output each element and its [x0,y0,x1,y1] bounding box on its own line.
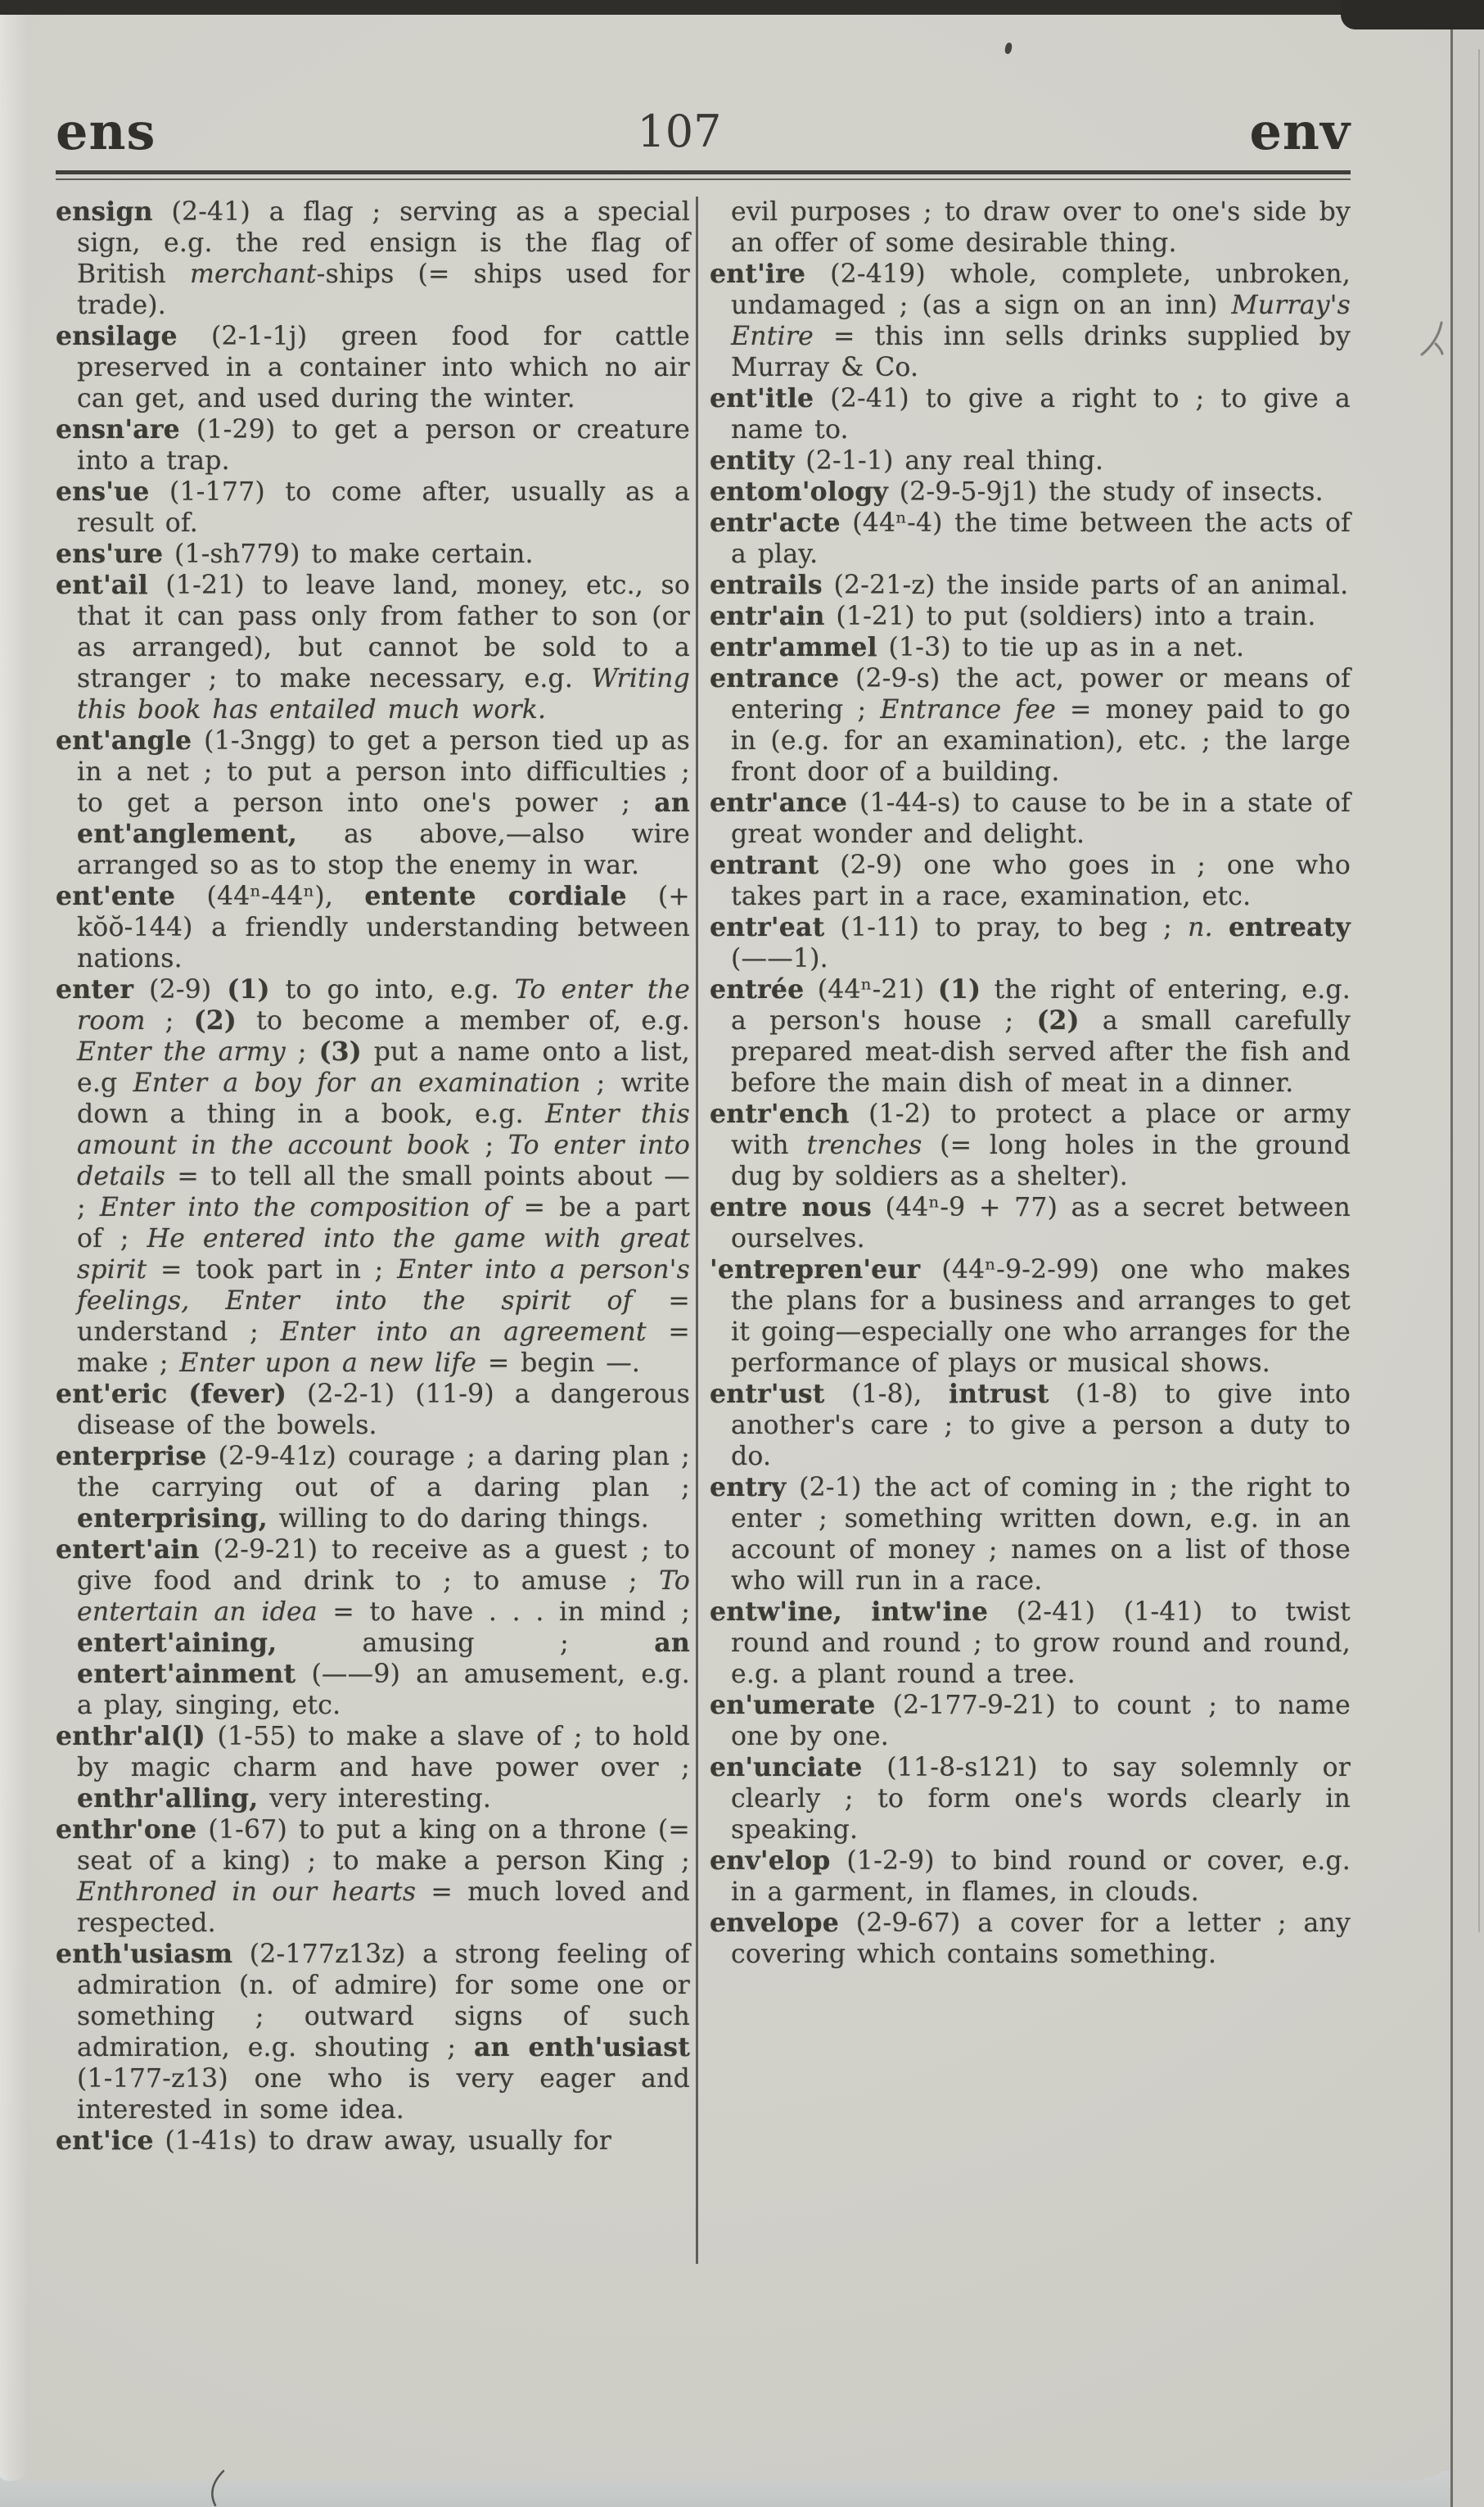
headword-or-bold-text: entr'acte [710,508,841,538]
definition-text: (44ⁿ-9 + 77) as a secret between ourselves. [731,1193,1351,1254]
dictionary-entry [710,1845,1351,1908]
page-curl-mark [1419,319,1446,359]
headword-or-bold-text: ent'angle [56,725,192,756]
definition-text: (2-177-9-21) to count ; to name one by one. [731,1691,1351,1751]
dictionary-entry [710,1472,1351,1597]
definition-text: (44ⁿ-44ⁿ), [175,882,365,911]
dictionary-entry [710,632,1351,663]
example-italic-text: Enter a boy for an examination [133,1068,581,1098]
definition-text: = much loved and respected. [77,1877,690,1938]
definition-text: to become a member of, e.g. [237,1006,690,1036]
headword-or-bold-text: entrance [710,663,840,693]
definition-text: willing to do daring things. [267,1504,649,1534]
definition-text: (2-2-1) (11-9) a dangerous disease of the bowels. [77,1380,690,1440]
example-italic-text: Entrance fee [880,695,1056,725]
definition-text: (1-3ngg) to get a person tied up as in a net ; to put a person into difficulties ; to get a person into one's power ; [77,726,690,818]
definition-text: (1-21) to put (soldiers) into a train. [824,602,1316,631]
definition-text: (2-9-s) the act, power or means of entering ; [731,664,1351,725]
next-page-edge [1450,0,1484,2507]
dictionary-entry [710,1908,1351,1970]
definition-text: (1-44-s) to cause to be in a state of great wonder and delight. [731,788,1351,849]
dictionary-entry [56,881,690,974]
headword-or-bold-text: (1) [937,974,981,1005]
dictionary-entry [710,445,1351,477]
headword-or-bold-text: enthr'alling, [77,1783,259,1814]
definition-text: = understand ; [77,1286,690,1347]
dictionary-entry [56,1814,690,1939]
definition-text: (1-8), [824,1380,949,1409]
headword-or-bold-text: entre nous [710,1192,872,1222]
headword-or-bold-text: entreaty [1229,912,1351,942]
definition-text: evil purposes ; to draw over to one's side by an offer of some desirable thing. [731,197,1351,258]
definition-text: (1-55) to make a slave of ; to hold by magic charm and have power over ; [77,1722,690,1782]
definition-text: (1-177) to come after, usually as a result of. [77,477,690,538]
headword-or-bold-text: ensign [56,196,153,227]
headword-or-bold-text: enthr'one [56,1814,197,1845]
definition-text: very interesting. [258,1784,492,1814]
definition-text: (2-1-1j) green food for cattle preserved in a container into which no air can get, and used during the winter. [77,322,690,413]
definition-text: (1-2-9) to bind round or cover, e.g. in a garment, in flames, in clouds. [731,1846,1351,1907]
dictionary-entry [710,508,1351,570]
definition-text: (——9) an amusement, e.g. a play, singing, etc. [77,1660,690,1720]
definition-text: (= long holes in the ground dug by soldiers as a shelter). [731,1131,1351,1191]
page-number: 107 [637,106,722,157]
dictionary-entry [56,539,690,570]
definition-text: (1-2) to protect a place or army with [731,1100,1351,1160]
headword-or-bold-text: ens'ure [56,539,164,569]
definition-text: (44ⁿ-4) the time between the acts of a play. [731,508,1351,569]
headword-or-bold-text: ent'ice [56,2125,154,2156]
example-italic-text: Enter into the composition of [99,1193,510,1222]
dictionary-entry [710,1099,1351,1192]
headword-or-bold-text: an enth'usiast [474,2032,690,2062]
example-italic-text: To entertain an idea [77,1566,690,1627]
headword-or-bold-text: entr'ust [710,1379,825,1409]
definition-text: (2-9-21) to receive as a guest ; to give food and drink to ; to amuse ; [77,1535,690,1596]
definition-text: ; write down a thing in a book, e.g. [77,1068,690,1129]
headword-or-bold-text: ens'ue [56,477,150,507]
headword-or-bold-text: entert'ain [56,1534,200,1565]
page-header [56,102,1351,165]
dictionary-entry [56,974,690,1379]
dictionary-entry [710,850,1351,912]
text-block [56,196,1351,2264]
definition-text: (11-8-s121) to say solemnly or clearly ; to form one's words clearly in speaking. [731,1753,1351,1845]
dictionary-entry [710,1379,1351,1472]
headword-or-bold-text: en'umerate [710,1690,876,1720]
dictionary-entry [710,1752,1351,1845]
dictionary-entry [710,1254,1351,1379]
definition-text: (2-9-67) a cover for a letter ; any covering which contains something. [731,1908,1351,1969]
headword-or-bold-text: an entert'ainment [77,1628,690,1689]
headword-or-bold-text: envelope [710,1908,839,1938]
headword-or-bold-text: env'elop [710,1845,831,1876]
example-italic-text: n. [1188,913,1213,942]
dictionary-entry [710,663,1351,788]
definition-text: to go into, e.g. [269,975,515,1005]
definition-text: (2-21-z) the inside parts of an animal. [822,571,1349,600]
example-italic-text: He entered into the game with great spirit [77,1224,690,1285]
definition-text: the right of entering, e.g. a person's house ; [731,975,1351,1036]
dictionary-entry [56,1721,690,1814]
definition-text: (2-177z13z) a strong feeling of admiration (n. of admire) for some one or something ; outward signs of such admiration, e.g. shouting ; [77,1940,690,2062]
definition-text: (2-41) to give a right to ; to give a name to. [731,384,1351,445]
headword-or-bold-text: enter [56,974,134,1005]
headword-or-bold-text: ent'eric (fever) [56,1379,287,1409]
headword-or-bold-text: enth'usiasm [56,1939,233,1969]
headword-or-bold-text: (1) [227,974,270,1005]
headword-or-bold-text: ensn'are [56,414,180,445]
headword-or-bold-text: entw'ine, intw'ine [710,1597,989,1627]
dictionary-entry [56,570,690,725]
headword-or-bold-text: (3) [318,1037,362,1067]
photo-top-edge [0,0,1484,15]
definition-text: (2-41) a flag ; serving as a special sign, e.g. the red ensign is the flag of British [77,197,690,289]
headword-or-bold-text: (2) [193,1005,237,1036]
dictionary-entry [710,974,1351,1099]
definition-text: amusing ; [277,1628,655,1658]
definition-text: ; [145,1006,194,1036]
dictionary-entry [56,1441,690,1534]
left-column [56,196,690,2264]
definition-text: = begin —. [476,1348,641,1378]
definition-text: = to tell all the small points about — ; [77,1162,690,1222]
definition-text: = make ; [77,1317,690,1378]
headword-or-bold-text: entr'ain [710,601,825,631]
definition-text: (1-67) to put a king on a throne (= seat of a king) ; to make a person King ; [77,1815,690,1876]
definition-text: ; [470,1131,508,1160]
dictionary-entry [710,912,1351,974]
headword-or-bold-text: en'unciate [710,1752,863,1782]
definition-text: (2-9-5-9j1) the study of insects. [888,477,1324,507]
definition-text: put a name onto a list, e.g [77,1037,690,1098]
definition-text: (1-8) to give into another's care ; to give a person a duty to do. [731,1380,1351,1471]
dictionary-entry [710,477,1351,508]
example-italic-text: To enter the room [77,975,691,1036]
dictionary-entry [710,570,1351,601]
header-word-right: env [1249,102,1351,161]
definition-text: = money paid to go in (e.g. for an examination), etc. ; the large front door of a building. [731,695,1351,787]
definition-text: (——1). [731,944,828,973]
definition-text: (44ⁿ-9-2-99) one who makes the plans for a business and arranges to get it going—especially one who arranges for the performance of plays or musical shows. [731,1255,1351,1378]
headword-or-bold-text: entry [710,1472,787,1502]
definition-text: (1-21) to leave land, money, etc., so that it can pass only from father to son (or as arranged), but cannot be sold to a stranger ; to make necessary, e.g. [77,571,690,693]
dictionary-entry [710,383,1351,445]
definition-text: -ships (= ships used for trade). [77,260,690,320]
example-italic-text: Enthroned in our hearts [77,1877,417,1907]
dictionary-entry [56,2125,690,2157]
header-word-left: ens [56,102,156,161]
definition-text: ; [285,1037,319,1067]
definition-text: (1-29) to get a person or creature into a trap. [77,415,690,476]
right-column [710,196,1351,2264]
headword-or-bold-text: ent'ire [710,259,806,289]
headword-or-bold-text: ent'ente [56,881,176,911]
example-italic-text: Enter the army [77,1037,286,1067]
headword-or-bold-text: an ent'anglement, [77,788,690,849]
definition-text: (2-9) [133,975,228,1005]
dictionary-entry [56,1534,690,1721]
definition-text: (2-1) the act of coming in ; the right to enter ; something written down, e.g. in an account of money ; names on a list of those who will run in a race. [731,1473,1351,1596]
headword-or-bold-text: (2) [1036,1005,1080,1036]
header-rule-thin [56,178,1351,180]
example-italic-text: Writing this book has entailed much work. [77,664,690,725]
headword-or-bold-text: entity [710,445,795,476]
example-italic-text: Enter upon a new life [179,1348,477,1378]
headword-or-bold-text: entrant [710,850,819,880]
dictionary-entry [710,788,1351,850]
dictionary-entry [710,1192,1351,1254]
headword-or-bold-text: ent'itle [710,383,814,413]
example-italic-text: Enter this amount in the account book [77,1100,690,1160]
definition-text: (1-sh779) to make certain. [163,540,534,569]
example-italic-text: merchant [189,260,317,289]
headword-or-bold-text: entente cordiale [364,881,627,911]
definition-text: = took part in ; [147,1255,398,1285]
definition-text: (1-177-z13) one who is very eager and interested in some idea. [77,2064,690,2125]
dictionary-entry [56,414,690,477]
example-italic-text: trenches [806,1131,922,1160]
definition-text: = be a part of ; [77,1193,690,1254]
headword-or-bold-text: ent'ail [56,570,148,600]
headword-or-bold-text: 'entrepren'eur [710,1254,921,1285]
ink-dot-mark [1004,42,1013,54]
dictionary-entry [710,196,1351,259]
definition-text: (1-11) to pray, to beg ; [824,913,1189,942]
headword-or-bold-text: entert'aining, [77,1628,277,1658]
dictionary-entry [710,1690,1351,1752]
dictionary-entry [56,1939,690,2125]
headword-or-bold-text: entr'ench [710,1099,850,1129]
definition-text: (2-9) one who goes in ; one who takes part in a race, examination, etc. [731,851,1351,911]
headword-or-bold-text: intrust [948,1379,1049,1409]
definition-text: (+ kŏŏ-144) a friendly understanding between nations. [77,882,690,973]
headword-or-bold-text: entr'ammel [710,632,877,662]
headword-or-bold-text: entr'eat [710,912,825,942]
dictionary-entry [710,601,1351,632]
definition-text: = this inn sells drinks supplied by Murray & Co. [731,322,1351,382]
dictionary-entry [56,1379,690,1441]
definition-text: (2-1-1) any real thing. [794,446,1104,476]
definition-text [1213,913,1229,942]
definition-text: (2-9-41z) courage ; a daring plan ; the carrying out of a daring plan ; [77,1442,690,1502]
headword-or-bold-text: entrails [710,570,823,600]
example-italic-text: Enter into a person's feelings, Enter into the spirit of [77,1255,690,1316]
dictionary-entry [56,725,690,881]
header-rule [56,170,1351,174]
example-italic-text: Murray's Entire [731,291,1351,351]
example-italic-text: To enter into details [77,1131,690,1191]
dictionary-entry [56,477,690,539]
definition-text: (1-3) to tie up as in a net. [877,633,1245,662]
definition-text: (2-419) whole, complete, unbroken, undamaged ; (as a sign on an inn) [731,260,1351,320]
definition-text: (1-41s) to draw away, usually for [153,2126,612,2156]
dictionary-entry [710,259,1351,383]
definition-text: a small carefully prepared meat-dish served after the fish and before the main dish of meat in a dinner. [731,1006,1351,1098]
dictionary-entry [56,321,690,414]
definition-text: (2-41) (1-41) to twist round and round ; to grow round and round, e.g. a plant round a tree. [731,1597,1351,1689]
headword-or-bold-text: enterprise [56,1441,207,1471]
headword-or-bold-text: entom'ology [710,477,888,507]
headword-or-bold-text: entr'ance [710,788,848,818]
dictionary-entry [56,196,690,321]
headword-or-bold-text: enterprising, [77,1503,268,1534]
headword-or-bold-text: enthr'al(l) [56,1721,205,1751]
definition-text: as above,—also wire arranged so as to stop the enemy in war. [77,820,690,880]
photo-top-corner-shadow [1341,0,1484,29]
definition-text: = to have . . . in mind ; [317,1597,691,1627]
example-italic-text: Enter into an agreement [280,1317,647,1347]
column-divider [696,196,698,2264]
dictionary-entry [710,1597,1351,1690]
headword-or-bold-text: entrée [710,974,805,1005]
headword-or-bold-text: ensilage [56,321,178,351]
bottom-crease-mark [205,2469,228,2507]
definition-text: (44ⁿ-21) [804,975,938,1005]
